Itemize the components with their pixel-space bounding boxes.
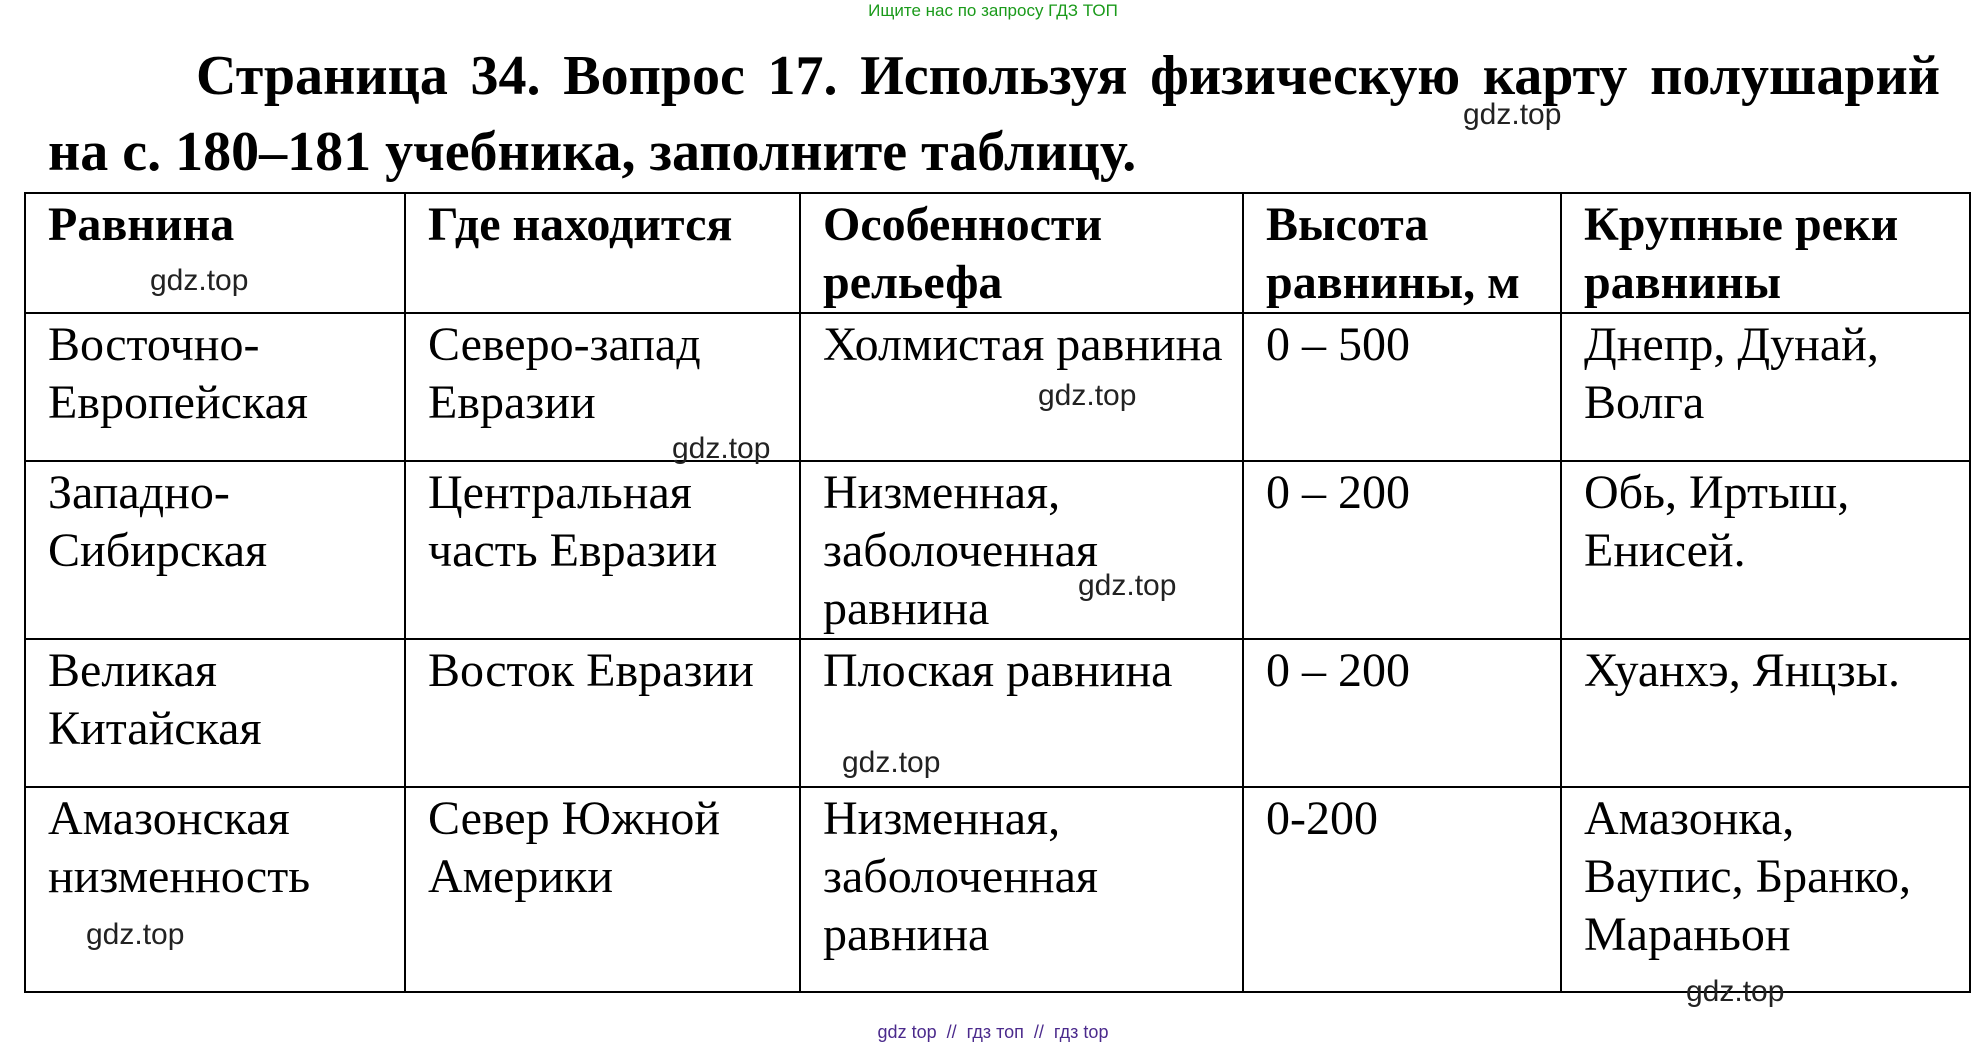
- watermark: gdz.top: [842, 746, 941, 779]
- cell-rivers: Днепр, Дунай, Волга: [1561, 313, 1970, 461]
- table-row: [25, 787, 1970, 992]
- cell-location: Север Южной Америки: [405, 787, 800, 992]
- cell-relief: Плоская равнина: [800, 639, 1243, 787]
- watermark: gdz.top: [1078, 569, 1177, 602]
- cell-rivers: Хуанхэ, Янцзы.: [1561, 639, 1970, 787]
- header-height: Высота равнины, м: [1243, 193, 1561, 313]
- watermark: gdz.top: [1686, 975, 1785, 1008]
- cell-height: 0 – 200: [1243, 639, 1561, 787]
- watermark: gdz.top: [1463, 98, 1562, 131]
- cell-rivers: Амазонка, Ваупис, Бранко, Мараньон: [1561, 787, 1970, 992]
- header-rivers: Крупные реки равнины: [1561, 193, 1970, 313]
- header-plain: Равнина: [25, 193, 405, 313]
- footer-links: gdz top // гдз топ // гдз top: [877, 1022, 1109, 1042]
- header-relief: Особенности рельефа: [800, 193, 1243, 313]
- search-hint: Ищите нас по запросу ГДЗ ТОП: [868, 1, 1118, 20]
- cell-location: Восток Евразии: [405, 639, 800, 787]
- table-row: [25, 639, 1970, 787]
- page-title: Страница 34. Вопрос 17. Используя физическую карту полушарий на с. 180–181 учебника, заполните таблицу.: [48, 45, 1940, 183]
- cell-plain: Восточно-Европейская: [25, 313, 405, 461]
- cell-relief: Низменная, заболоченная равнина: [800, 787, 1243, 992]
- header-location: Где находится: [405, 193, 800, 313]
- table-header-row: [25, 193, 1970, 313]
- cell-height: 0 – 500: [1243, 313, 1561, 461]
- cell-relief: Холмистая равнина: [800, 313, 1243, 461]
- watermark: gdz.top: [672, 432, 771, 465]
- cell-location: Северо-запад Евразии: [405, 313, 800, 461]
- cell-height: 0-200: [1243, 787, 1561, 992]
- watermark: gdz.top: [1038, 379, 1137, 412]
- watermark: gdz.top: [150, 264, 249, 297]
- table-row: [25, 461, 1970, 639]
- cell-plain: Амазонская низменность: [25, 787, 405, 992]
- watermark: gdz.top: [86, 918, 185, 951]
- cell-height: 0 – 200: [1243, 461, 1561, 639]
- cell-location: Центральная часть Евразии: [405, 461, 800, 639]
- cell-rivers: Обь, Иртыш, Енисей.: [1561, 461, 1970, 639]
- cell-relief: Низменная, заболоченная равнина: [800, 461, 1243, 639]
- plains-table: [24, 192, 1971, 993]
- cell-plain: Великая Китайская: [25, 639, 405, 787]
- cell-plain: Западно-Сибирская: [25, 461, 405, 639]
- table-row: [25, 313, 1970, 461]
